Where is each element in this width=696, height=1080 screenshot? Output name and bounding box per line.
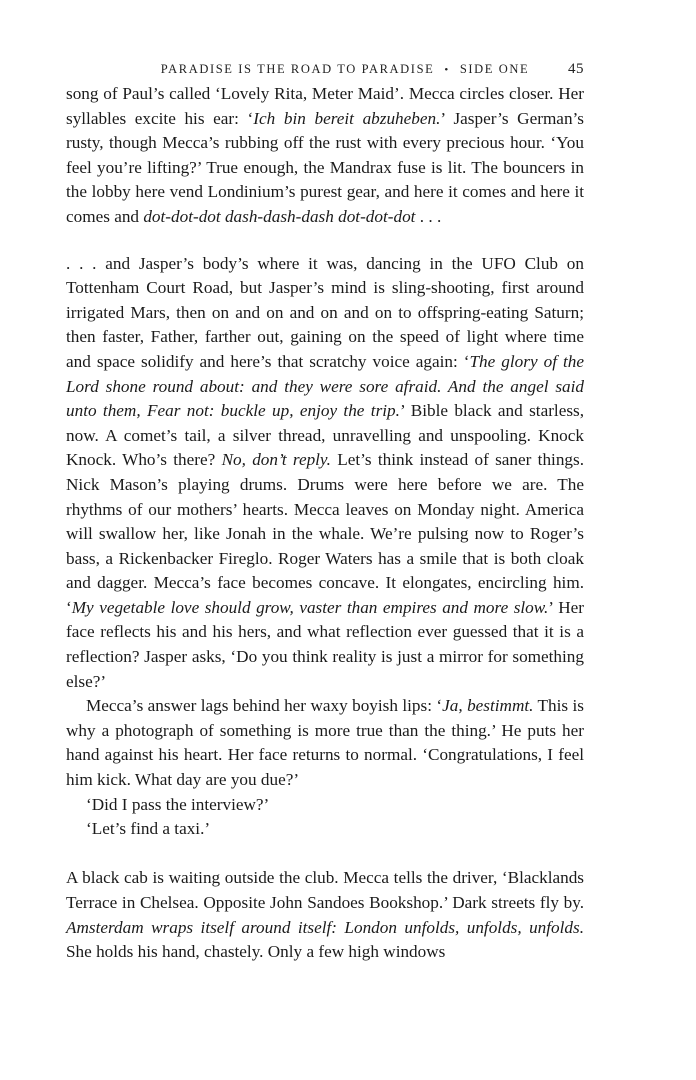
paragraph bbox=[66, 817, 584, 842]
italic-run: dot-dot-dot dash-dash-dash dot-dot-dot bbox=[143, 206, 416, 226]
italic-run: My vegetable love should grow, vaster than empires and more slow. bbox=[71, 597, 549, 617]
text-run: A black cab is waiting outside the club. Mecca tells the driver, ‘Blacklands Terrace in Chelsea. Opposite John Sandoes Bookshop.’ Dark streets fly by. bbox=[66, 868, 584, 912]
italic-run: Amsterdam wraps itself around itself: London unfolds, unfolds, unfolds. bbox=[66, 917, 584, 937]
paragraph bbox=[66, 252, 584, 695]
italic-run: No, don’t reply. bbox=[221, 450, 331, 470]
text-run: ’ Her face reflects his and his hers, and what reflection ever guessed that it is a reflection? Jasper asks, ‘Do you think reality is just a mirror for something else?’ bbox=[66, 597, 584, 691]
italic-run: Ja, bestimmt. bbox=[442, 696, 534, 716]
text-run: ‘Let’s find a taxi.’ bbox=[86, 819, 211, 839]
text-run: ‘Did I pass the interview?’ bbox=[86, 794, 270, 814]
text-run: Let’s think instead of saner things. Nick Mason’s playing drums. Drums were here before we are. The rhythms of our mothers’ hearts. Mecca leaves on Monday night. America will swallow her, like Jonah in the whale. We’re pulsing now to Roger’s bass, a Rickenbacker Fireglo. Roger Waters has a smile that is both cloak and dagger. Mecca’s face becomes concave. It elongates, encircling him. ‘ bbox=[66, 450, 584, 617]
running-head-section: SIDE ONE bbox=[459, 62, 530, 76]
book-page bbox=[66, 58, 584, 965]
text-run: ’ Bible black and starless, now. A comet’s tail, a silver thread, unravelling and unspooling. Knock Knock. Who’s there? bbox=[66, 401, 584, 470]
text-run: She holds his hand, chastely. Only a few high windows bbox=[66, 942, 446, 962]
text-run: . . . bbox=[415, 206, 442, 226]
text-run: . . . and Jasper’s body’s where it was, dancing in the UFO Club on Tottenham Court Road, but Jasper’s mind is sling-shooting, first around irrigated Mars, then on and on and on and on to offspring-eating Saturn; then faster, Father, farther out, gaining on the speed of light where time and space solidify and here’s that scratchy voice again: ‘ bbox=[66, 253, 584, 371]
running-head bbox=[66, 58, 584, 82]
italic-run: The glory of the Lord shone round about: and they were sore afraid. And the angel said unto them, Fear not: buckle up, enjoy the trip. bbox=[66, 351, 584, 421]
text-run: ’ Jasper’s German’s rusty, though Mecca’s rubbing off the rust with every precious hour. ‘You feel you’re lifting?’ True enough, the Mandrax fuse is lit. The bouncers in the lobby here vend Londinium’s purest gear, and here it comes and here it comes and bbox=[66, 108, 584, 226]
paragraph bbox=[66, 793, 584, 818]
section-break bbox=[66, 230, 584, 252]
section-break bbox=[66, 842, 584, 867]
running-head-text bbox=[121, 58, 529, 81]
page-number: 45 bbox=[568, 61, 584, 77]
body-text bbox=[66, 82, 584, 965]
paragraph bbox=[66, 82, 584, 230]
text-run: Mecca’s answer lags behind her waxy boyish lips: ‘ bbox=[86, 696, 443, 716]
bullet-separator: • bbox=[444, 64, 450, 76]
paragraph bbox=[66, 694, 584, 792]
text-run: song of Paul’s called ‘Lovely Rita, Meter Maid’. Mecca circles closer. Her syllables excite his ear: ‘ bbox=[66, 84, 584, 128]
text-run: This is why a photograph of something is more true than the thing.’ He puts her hand against his heart. Her face returns to normal. ‘Congratulations, I feel him kick. What day are you due?’ bbox=[66, 696, 584, 790]
running-head-title: PARADISE IS THE ROAD TO PARADISE bbox=[160, 62, 435, 76]
italic-run: Ich bin bereit abzuheben. bbox=[253, 108, 441, 128]
paragraph bbox=[66, 866, 584, 964]
